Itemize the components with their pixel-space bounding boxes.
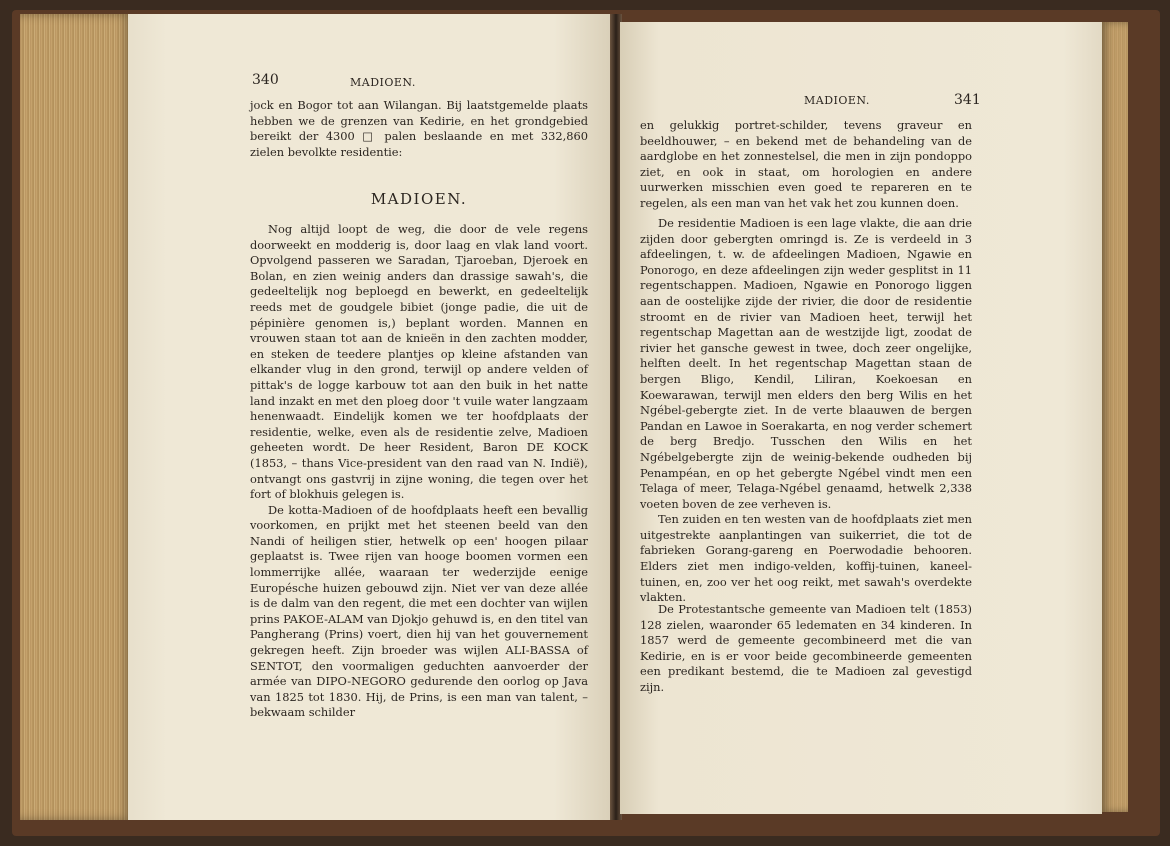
page-number-left: 340 — [252, 72, 279, 88]
left-page — [128, 14, 612, 820]
right-page — [620, 22, 1102, 814]
paragraph: Ten zuiden en ten westen van de hoofdplaats ziet men uitgestrekte aanplantingen van suikerriet, die tot de fabrieken Gorang-gareng en Poerwodadie behooren. Elders ziet men indigo-velden, koffij-tuinen, kaneel-tuinen, en, zoo ver het oog reikt, met sawah's overdekte vlakten. — [640, 512, 972, 605]
paragraph: De Protestantsche gemeente van Madioen telt (1853) 128 zielen, waaronder 65 ledematen en 34 kinderen. In 1857 werd de gemeente gecombineerd met die van Kedirie, en is er voor beide gecombineerde gemeenten een predikant bestemd, die te Madioen zal gevestigd zijn. — [640, 602, 972, 694]
paragraph: De residentie Madioen is een lage vlakte, die aan drie zijden door gebergten omringd is. Ze is verdeeld in 3 afdeelingen, t. w. de afdeelingen Madioen, Ngawie en Ponorogo, en deze afdeelingen zijn weder gesplitst in 11 regentschappen. Madioen, Ngawie en Ponorogo liggen aan de oostelijke zijde der rivier, die door de residentie stroomt en de rivier van Madioen heet, terwijl het regentschap Magettan aan de westzijde ligt, zoodat de rivier het gansche gewest in twee, doch zeer ongelijke, helften deelt. In het regentschap Magettan staan de bergen Bligo, Kendil, Liliran, Koekoesan en Koewarawan, terwijl men elders den berg Wilis en het Ngébel-gebergte ziet. In de verte blaauwen de bergen Pandan en Lawoe in Soerakarta, en nog verder schemert de berg Bredjo. Tusschen den Wilis en het Ngébelgebergte zijn de weinig-bekende oudheden bij Penampéan, en op het gebergte Ngébel vindt men een Telaga of meer, Telaga-Ngébel genaamd, hetwelk 2,338 voeten boven de zee verheven is. — [640, 216, 972, 511]
running-head-left: MADIOEN. — [350, 76, 416, 89]
right-last — [640, 602, 972, 696]
section-title: MADIOEN. — [370, 190, 468, 208]
paragraph: De kotta-Madioen of de hoofdplaats heeft een bevallig voorkomen, en prijkt met het steenen beeld van den Nandi of heiligen stier, hetwelk op een' hoogen pilaar geplaatst is. Twee rijen van hooge boomen vormen een lommerrijke allée, waaraan ter wederzijde eenige Europésche huizen gebouwd zijn. Niet ver van deze allée is de dalm van den regent, die met een dochter van wijlen prins PAKOE-ALAM van Djokjo gehuwd is, en den titel van Pangherang (Prins) voert, dien hij van het gouvernement gekregen heeft. Zijn broeder was wijlen ALI-BASSA of SENTOT, den voormaligen geduchten aanvoerder der armée van DIPO-NEGORO gedurende den oorlog op Java van 1825 tot 1830. Hij, de Prins, is een man van talent, – bekwaam schilder — [250, 502, 589, 720]
left-body — [250, 222, 588, 721]
right-body — [640, 216, 972, 606]
paragraph: Nog altijd loopt de weg, die door de vele regens doorweekt en modderig is, door laag en vlak land voort. Opvolgend passeren we Saradan, Tjaroeban, Djeroek en Bolan, en zien weinig anders dan drassige sawah's, die gedeeltelijk nog beploegd en bewerkt, en gedeeltelijk reeds met de goudgele bibiet (jonge padie, die uit de pépinière genomen is,) beplant worden. Mannen en vrouwen staan tot aan de knieën in den zachten modder, en steken de teedere plantjes op kleine afstanden van elkander vlug in den grond, terwijl op andere velden of pittak's de logge karbouw tot aan den buik in het natte land inzakt en met den ploeg door 't vuile water langzaam henenwaadt. Eindelijk komen we ter hoofdplaats der residentie, welke, even als de residentie zelve, Madioen geheeten wordt. De heer Resident, Baron DE KOCK (1853, – thans Vice-president van den raad van N. Indië), ontvangt ons gastvrij in zijne woning, die tegen over het fort of blokhuis gelegen is. — [250, 222, 588, 502]
left-page-edges — [20, 14, 132, 820]
intro-paragraph: jock en Bogor tot aan Wilangan. Bij laatstgemelde plaats hebben we de grenzen van Kedirie, en het grondgebied bereikt der 4300 □ palen beslaande en met 332,860 zielen bevolkte residentie: — [250, 98, 588, 159]
running-head-right: MADIOEN. — [804, 94, 870, 107]
right-continuation — [640, 118, 972, 212]
page-number-right: 341 — [954, 92, 981, 108]
continuation-paragraph: en gelukkig portret-schilder, tevens graveur en beeldhouwer, – en bekend met de behandeling van de aardglobe en het zonnestelsel, die men in zijn pondoppo ziet, en ook in staat, om horologien en andere uurwerken misschien even goed te repareren en te regelen, als een man van het vak het zou kunnen doen. — [640, 118, 972, 210]
right-page-edges — [1100, 22, 1128, 812]
left-intro — [250, 98, 588, 160]
